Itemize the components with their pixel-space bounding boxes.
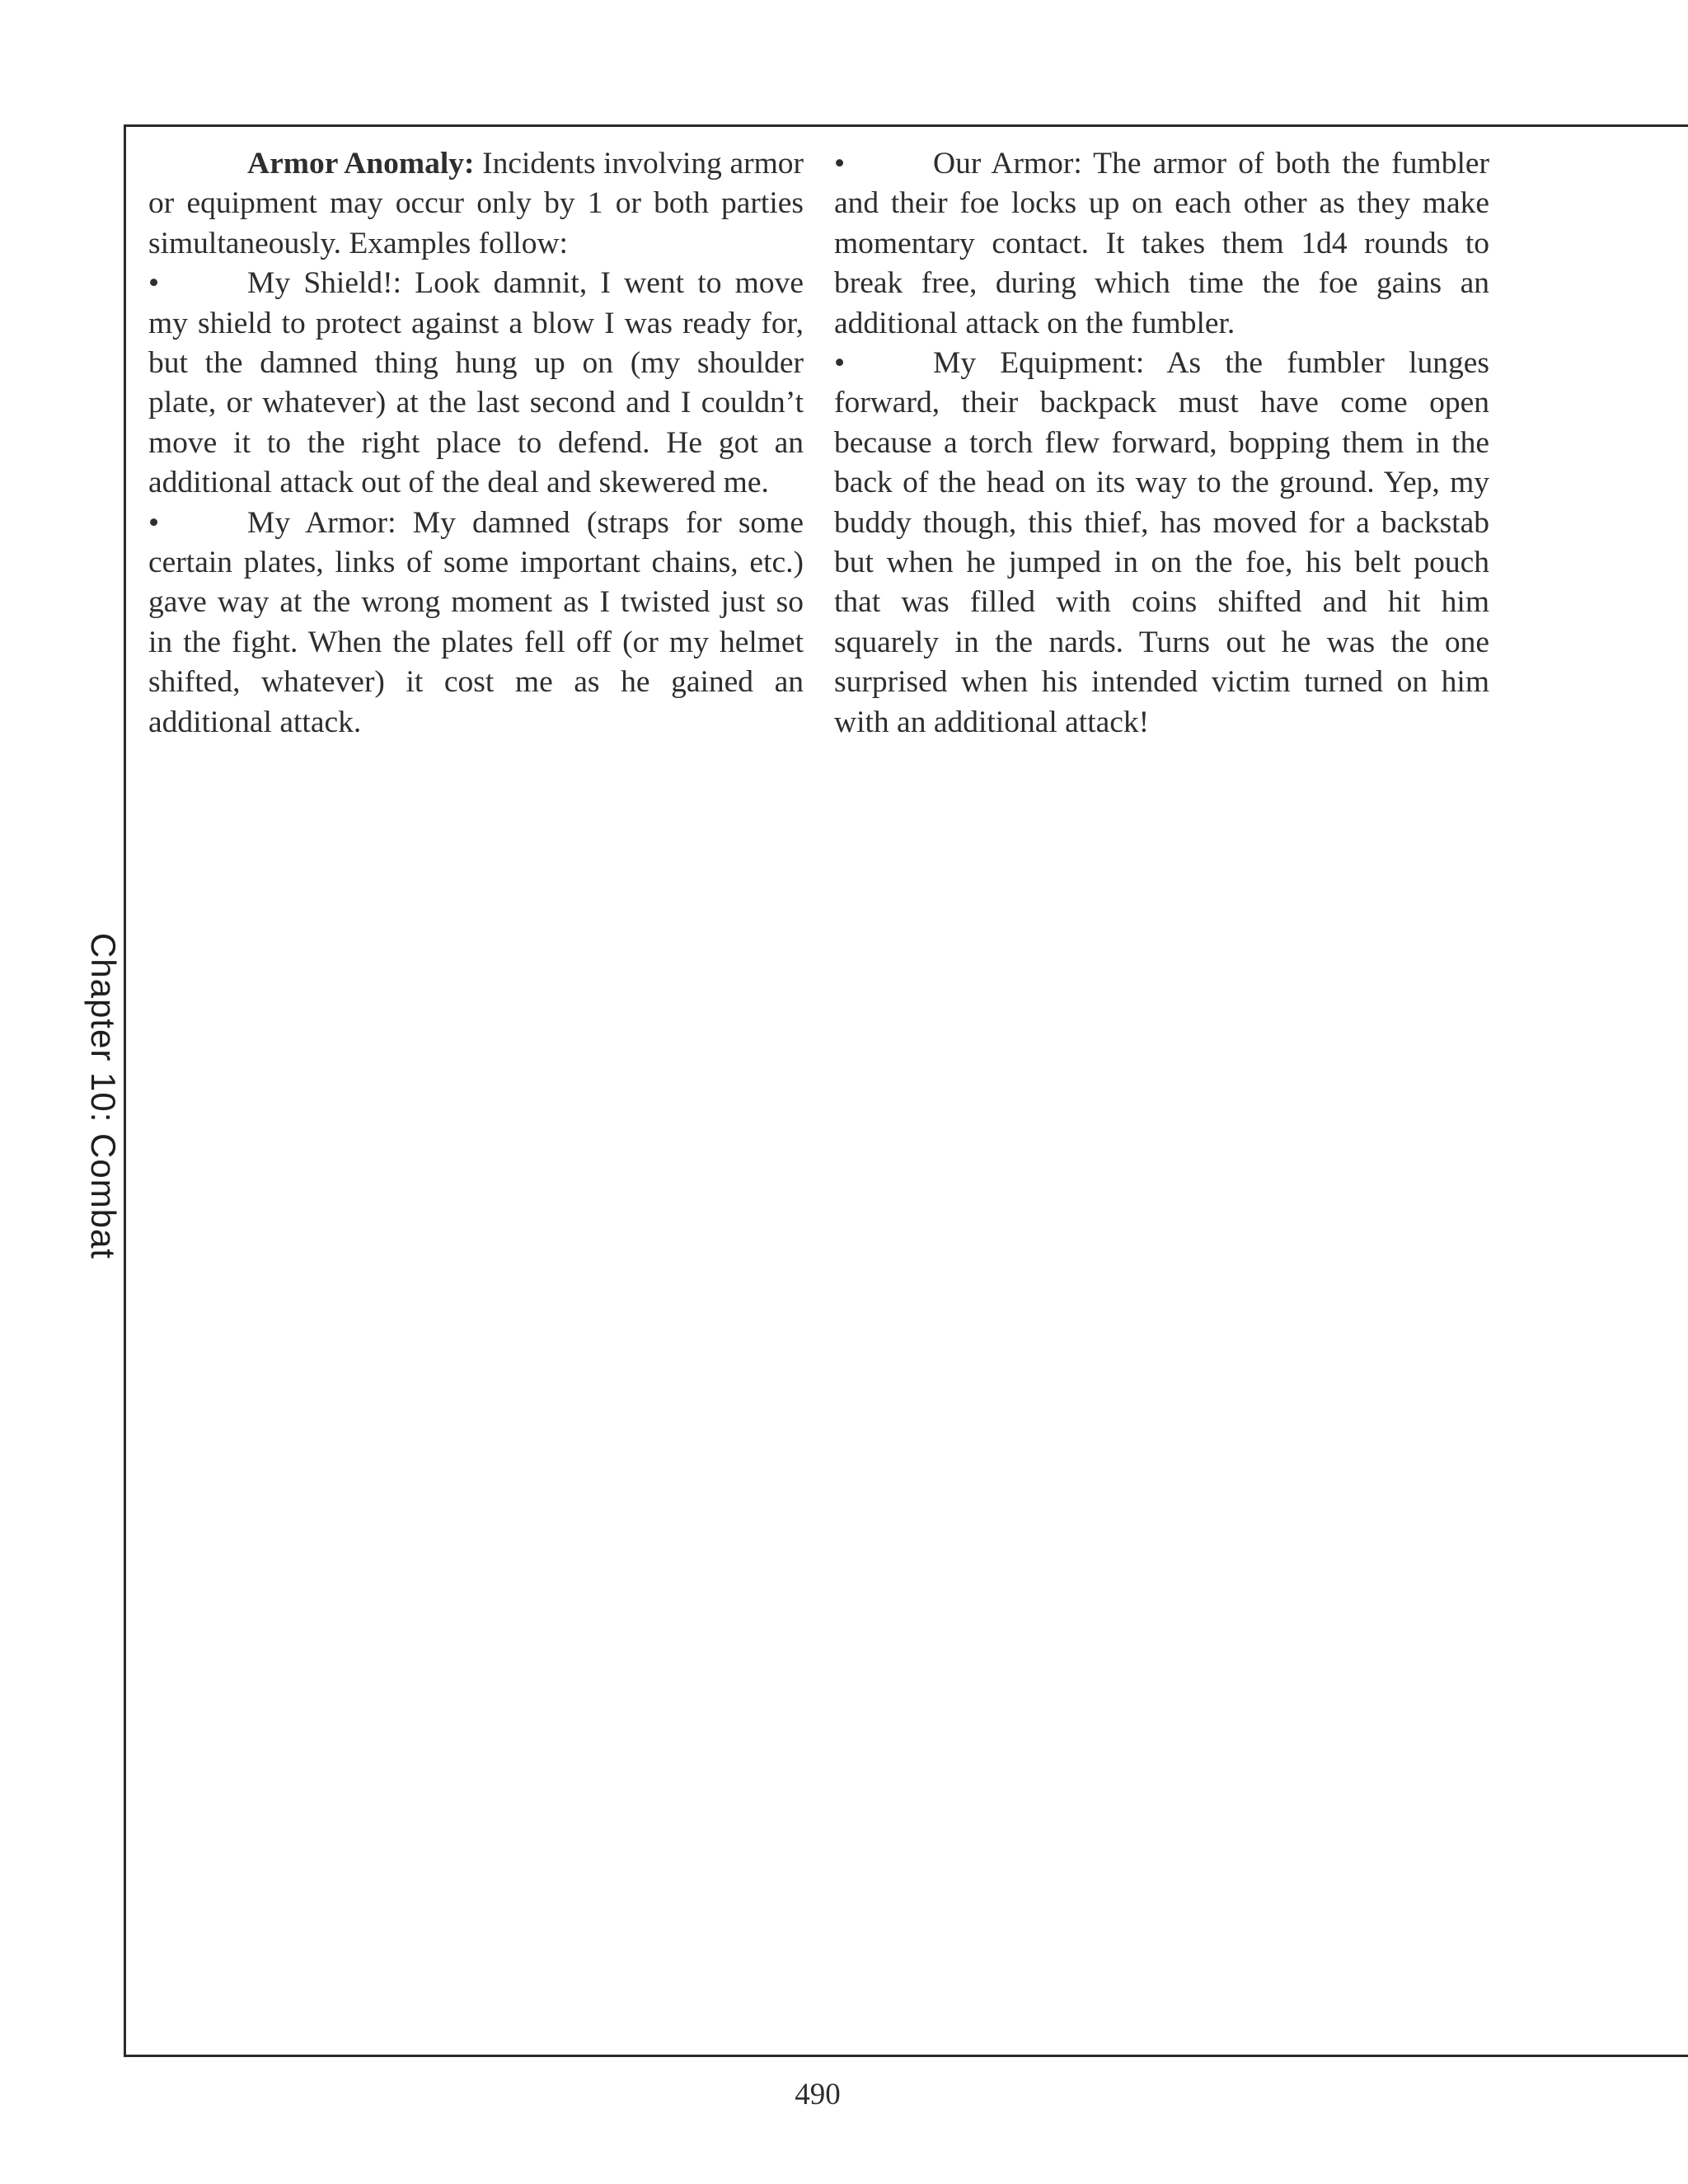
bullet-marker: • bbox=[148, 266, 160, 301]
left-text-column bbox=[148, 144, 804, 743]
bullet-marker: • bbox=[834, 147, 846, 180]
bullet-marker: • bbox=[148, 505, 160, 540]
armor-anomaly-intro-text: Incidents involving armor or equipment may occur only by 1 or both parties simultaneously. Examples follow: bbox=[148, 147, 804, 260]
page-number: 490 bbox=[795, 2078, 841, 2111]
armor-anomaly-intro bbox=[148, 144, 804, 264]
chapter-side-label: Chapter 10: Combat bbox=[84, 932, 123, 1260]
bullet-our-armor bbox=[834, 144, 1489, 344]
bullet-our-armor-text: Our Armor: The armor of both the fumbler and their foe locks up on each other as they make momentary contact. It takes them 1d4 rounds to break free, during which time the foe gains an additional attack on the fumbler. bbox=[834, 147, 1489, 340]
armor-anomaly-heading: Armor Anomaly: bbox=[247, 147, 475, 180]
bullet-my-equipment-text: My Equipment: As the fumbler lunges forward, their backpack must have come open because a torch flew forward, bopping them in the back of the head on its way to the ground. Yep, my buddy though, this thief, has moved for a backstab but when he jumped in on the foe, his belt pouch that was filled with coins shifted and hit him squarely in the nards. Turns out he was the one surprised when his intended victim turned on him with an additional attack! bbox=[834, 346, 1489, 739]
bullet-marker: • bbox=[834, 346, 846, 381]
bullet-my-armor bbox=[148, 504, 804, 743]
right-text-column bbox=[834, 144, 1489, 743]
bullet-my-shield-text: My Shield!: Look damnit, I went to move my shield to protect against a blow I was ready for, but the damned thing hung up on (my shoulder plate, or whatever) at the last second and I couldn’t move it to the right place to defend. He got an additional attack out of the deal and skewered me. bbox=[148, 266, 804, 500]
bullet-my-equipment bbox=[834, 344, 1489, 743]
bullet-my-shield bbox=[148, 264, 804, 503]
bullet-my-armor-text: My Armor: My damned (straps for some certain plates, links of some important chains, etc.) gave way at the wrong moment as I twisted just so in the fight. When the plates fell off (or my helmet shifted, whatever) it cost me as he gained an additional attack. bbox=[148, 505, 804, 739]
